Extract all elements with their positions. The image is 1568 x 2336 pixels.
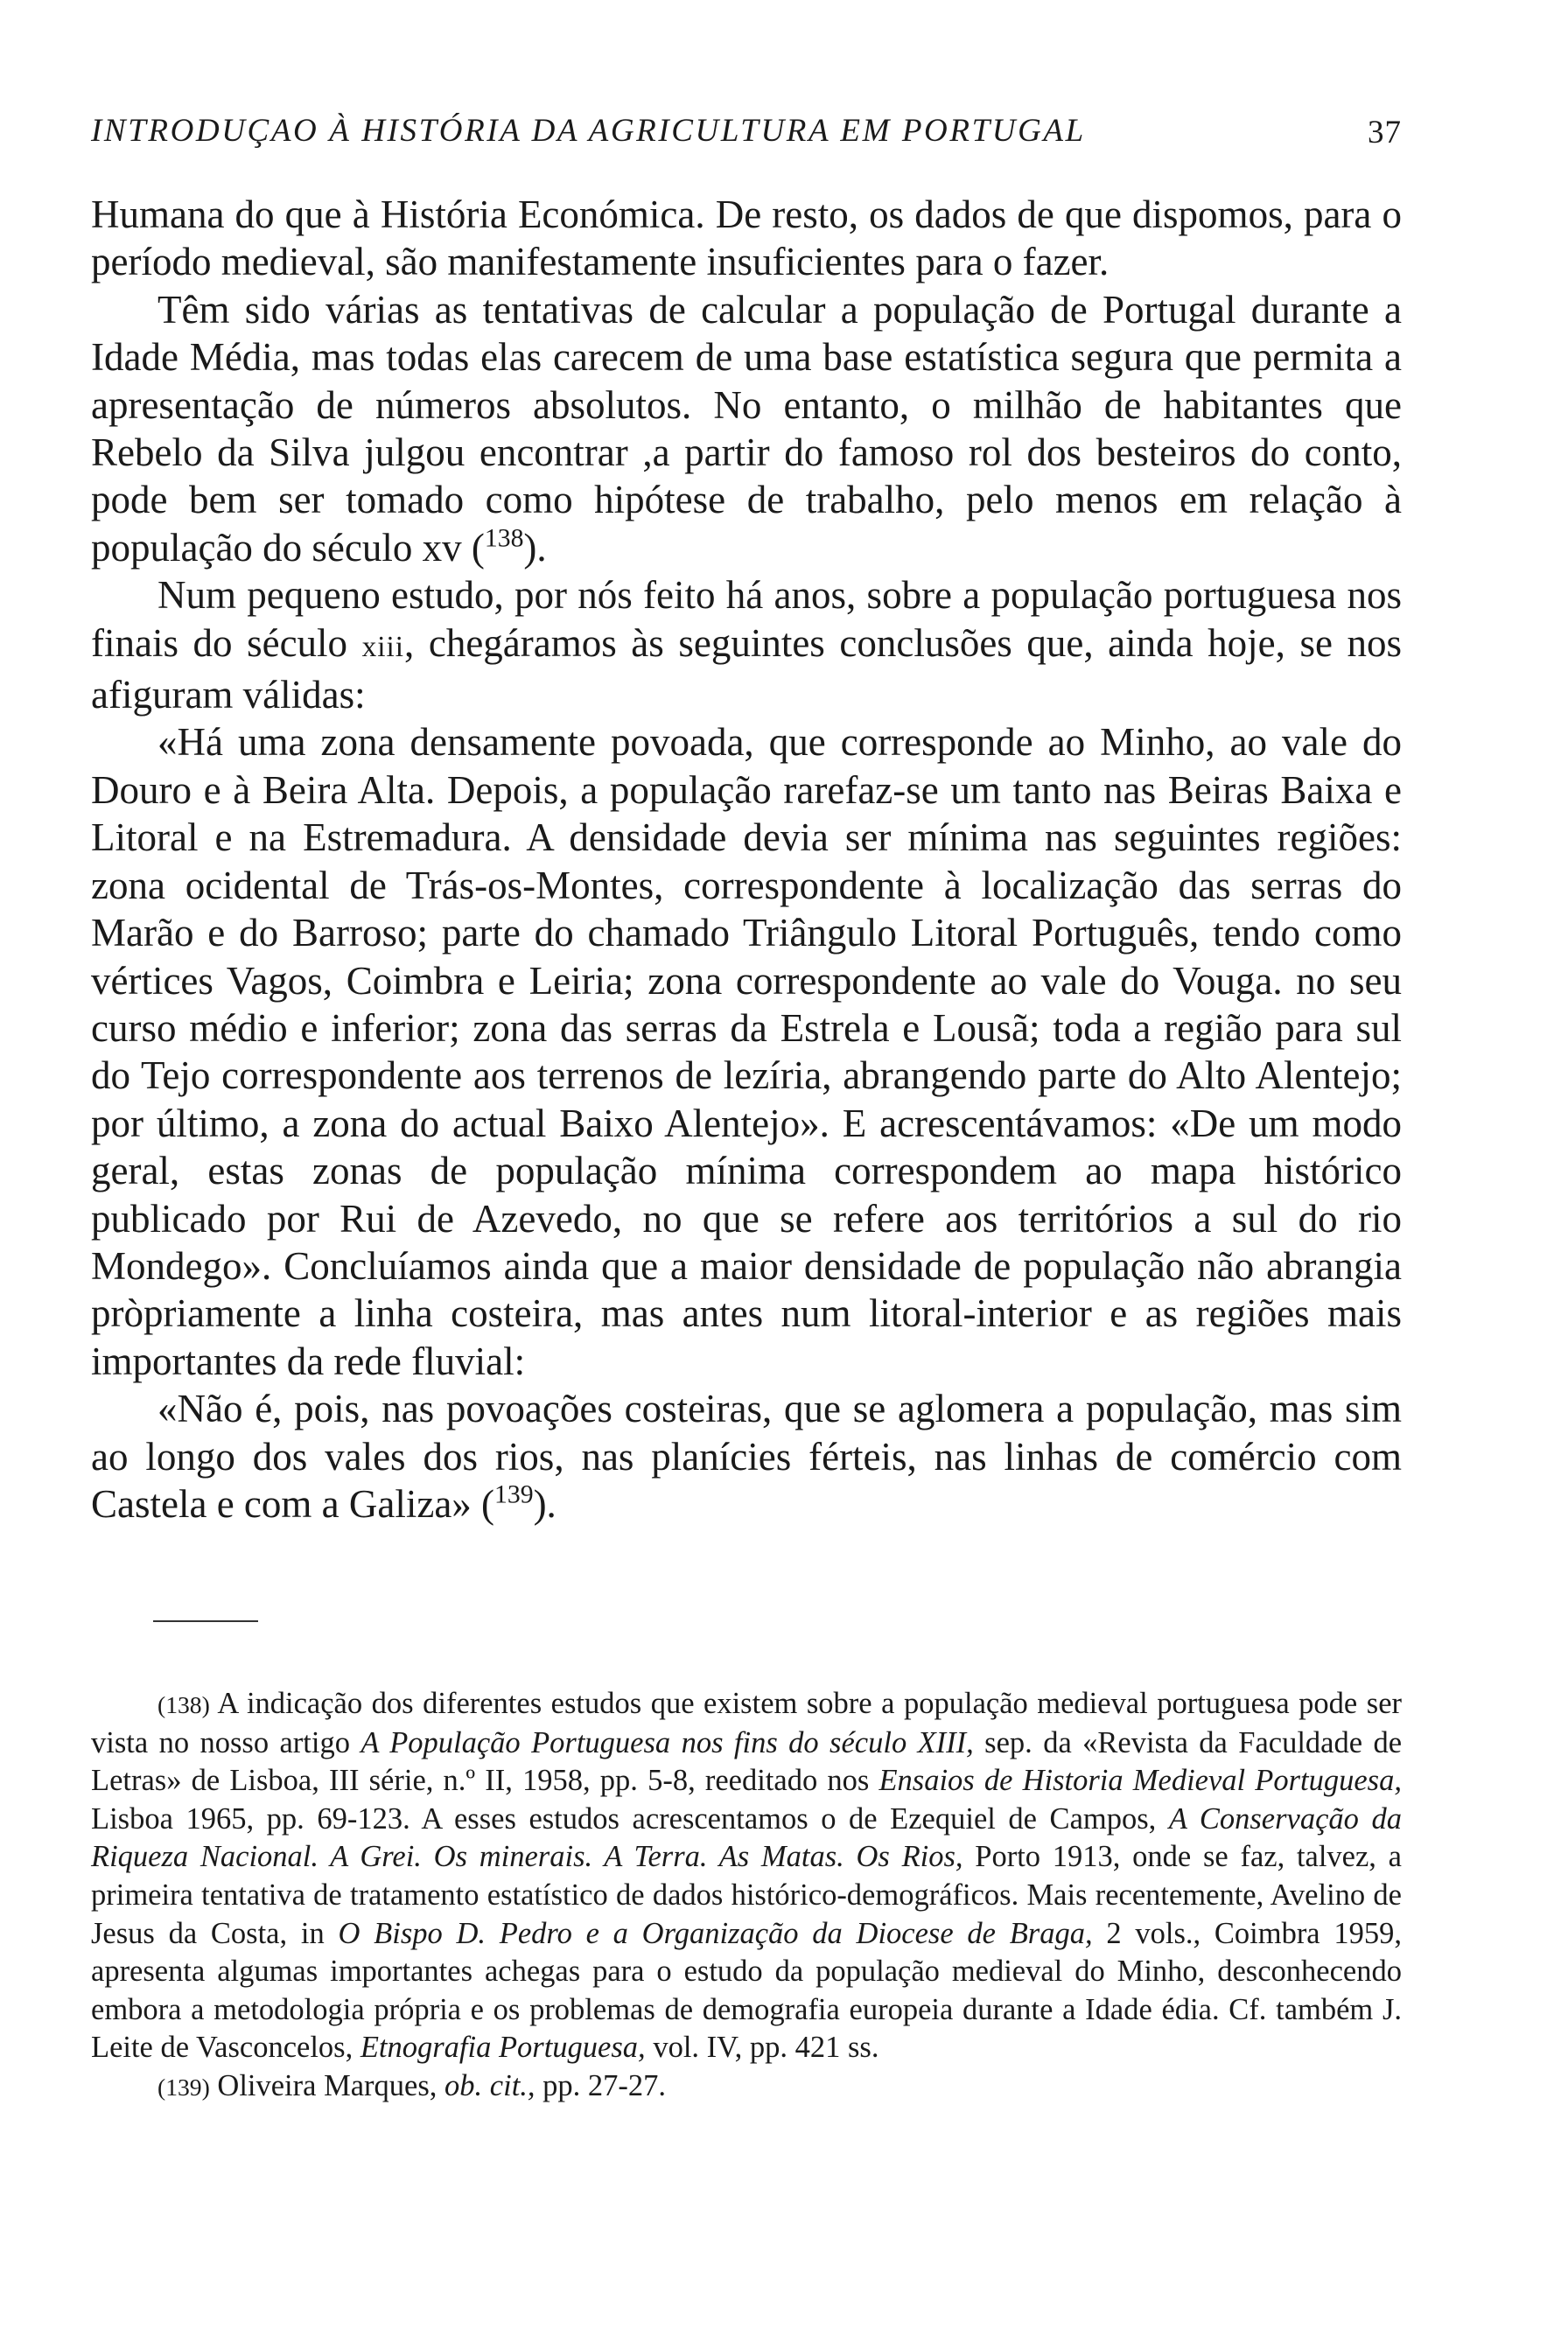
- paragraph-continuation: Humana do que à História Económica. De resto, os dados de que dispomos, para o período medieval, são manifestamente insuficientes para o fazer.: [91, 192, 1402, 284]
- running-title: INTRODUÇAO À HISTÓRIA DA AGRICULTURA EM PORTUGAL: [91, 113, 1086, 149]
- paragraph-quotation-density: «Há uma zona densamente povoada, que corresponde ao Minho, ao vale do Douro e à Beira Alta. Depois, a população rarefaz-se um tanto nas Beiras Baixa e Litoral e na Estremadura. A densidade devia ser mínima nas seguintes regiões: zona ocidental de Trás-os-Montes, correspondente à localização das serras do Marão e do Barroso; parte do chamado Triângulo Litoral Português, tendo como vértices Vagos, Coimbra e Leiria; zona correspondente ao vale do Vouga. no seu curso médio e inferior; zona das serras da Estrela e Lousã; toda a região para sul do Tejo correspondente aos terrenos de lezíria, abrangendo parte do Alto Alentejo; por último, a zona do actual Baixo Alentejo». E acrescentávamos: «De um modo geral, estas zonas de população mínima correspondem ao mapa histórico publicado por Rui de Azevedo, no que se refere aos territórios a sul do rio Mondego». Concluíamos ainda que a maior densidade de população não abrangia pròpriamente a linha costeira, mas antes num litoral-interior e as regiões mais importantes da rede fluvial:: [91, 720, 1402, 1383]
- paragraph-population-estimates: [91, 286, 1402, 571]
- footnote-text: Lisboa 1965, pp. 69-123. A esses estudos acrescentamos o de Ezequiel de Campos,: [91, 1801, 1169, 1836]
- footnote-139: [91, 2067, 1402, 2107]
- paragraph-study-conclusions: [91, 571, 1402, 718]
- footnote-text: A indicação dos diferentes estudos que existem sobre a população medieval portuguesa pode ser vista no nosso artigo: [91, 1687, 1402, 1759]
- paragraph-quotation-coast: [91, 1385, 1402, 1528]
- footnote-title: A População Portuguesa nos fins do século XIII,: [360, 1725, 974, 1759]
- footnote-title: Etnografia Portuguesa,: [360, 2031, 646, 2065]
- paragraph-end: ).: [523, 525, 547, 570]
- footnote-text: Porto 1913, onde se faz, talvez, a primeira tentativa de tratamento estatístico de dados histórico-demográficos. Mais recentemente, Avelino de Jesus da Costa, in: [91, 1840, 1402, 1950]
- footnote-ref-138[interactable]: 138: [484, 524, 524, 553]
- footnote-text: sep. da «Revista da Faculdade de Letras» de Lisboa, III série, n.º II, 1958, pp. 5-8, reeditado nos: [91, 1725, 1403, 1798]
- paragraph-end: ).: [533, 1481, 556, 1526]
- footnotes: [91, 1685, 1402, 2107]
- footnote-title: O Bispo D. Pedro e a Organização da Diocese de Braga,: [338, 1916, 1093, 1950]
- footnote-text: pp. 27-27.: [535, 2068, 667, 2102]
- running-head: [91, 112, 1402, 161]
- footnote-text: vol. IV, pp. 421 ss.: [645, 2031, 879, 2065]
- century-numeral: xiii: [361, 630, 405, 663]
- paragraph-text: Num pequeno estudo, por nós feito há anos, sobre a população portuguesa nos finais do século: [91, 573, 1402, 665]
- footnote-ref-139[interactable]: 139: [494, 1480, 534, 1509]
- footnote-title: ob. cit.,: [444, 2068, 536, 2102]
- footnote-marker: (139): [158, 2073, 210, 2101]
- footnote-marker: (138): [158, 1691, 210, 1718]
- page-number: 37: [1368, 115, 1402, 150]
- paragraph-text: Têm sido várias as tentativas de calcular a população de Portugal durante a Idade Média, mas todas elas carecem de uma base estatística segura que permita a apresentação de números absolutos. No entanto, o milhão de habitantes que Rebelo da Silva julgou encontrar ,a partir do famoso rol dos besteiros do conto, pode bem ser tomado como hipótese de trabalho, pelo menos em relação à população do século xv (: [91, 287, 1402, 570]
- footnote-title: A Conservação da Riqueza Nacional. A Grei. Os minerais. A Terra. As Matas. Os Rios,: [91, 1801, 1402, 1874]
- footnote-separator: [153, 1620, 258, 1622]
- paragraph-text: , chegáramos às seguintes conclusões que, ainda hoje, se nos afiguram válidas:: [91, 620, 1403, 717]
- footnote-138: [91, 1685, 1402, 2067]
- body-text: [91, 191, 1402, 1528]
- footnote-text: 2 vols., Coimbra 1959, apresenta algumas importantes achegas para o estudo da população medieval do Minho, desconhecendo embora a metodologia própria e os problemas de demografia europeia durante a Idade édia. Cf. também J. Leite de Vasconcelos,: [91, 1916, 1402, 2065]
- footnote-text: Oliveira Marques,: [209, 2068, 445, 2102]
- footnote-title: Ensaios de Historia Medieval Portuguesa,: [878, 1764, 1402, 1798]
- paragraph-text: «Não é, pois, nas povoações costeiras, que se aglomera a população, mas sim ao longo dos vales dos rios, nas planícies férteis, nas linhas de comércio com Castela e com a Galiza» (: [91, 1387, 1402, 1526]
